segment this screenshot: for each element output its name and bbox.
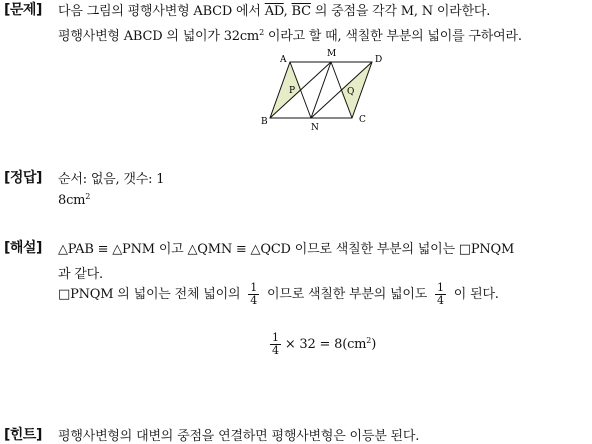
segment-bm <box>270 62 331 118</box>
explanation-text: 이므로 색칠한 부분의 넓이도 <box>267 287 428 302</box>
comma: , <box>283 4 292 19</box>
fraction-numerator: 1 <box>250 281 258 294</box>
segment-bc: $\overline{BC}$ <box>291 4 311 19</box>
fraction-one-quarter <box>270 332 281 357</box>
superscript: 2 <box>85 192 91 201</box>
answer-line-1: 순서: 없음, 갯수: 1 <box>58 172 165 187</box>
problem-text: 다음 그림의 평행사변형 ABCD 에서 <box>58 4 265 19</box>
label-q: Q <box>347 87 355 97</box>
fraction-denominator: 4 <box>250 294 258 307</box>
problem-tag: [문제] <box>4 2 42 18</box>
label-m: M <box>327 49 337 59</box>
explanation-line-2: 과 같다. <box>58 267 103 282</box>
answer-value: 8cm <box>58 193 86 208</box>
segment-nd <box>311 62 372 118</box>
equation-text: × 32 = 8(cm <box>284 337 367 352</box>
superscript: 2 <box>366 336 372 345</box>
explanation-line-1: △PAB ≡ △PNM 이고 △QMN ≡ △QCD 이므로 색칠한 부분의 넓이는 □PNQM <box>58 242 515 257</box>
shaded-region-right <box>340 62 372 118</box>
problem-line-1 <box>58 0 490 19</box>
label-d: D <box>375 55 383 65</box>
label-n: N <box>311 123 319 133</box>
explanation-equation <box>266 332 376 357</box>
hint-tag: [힌트] <box>4 427 42 443</box>
problem-text: 평행사변형 ABCD 의 넓이가 32cm <box>58 29 260 44</box>
problem-text: 의 중점을 각각 M, N 이라한다. <box>310 4 491 19</box>
explanation-text: □PNQM 의 넓이는 전체 넓이의 <box>58 287 241 302</box>
hint-line: 평행사변형의 대변의 중점을 연결하면 평행사변형은 이등분 된다. <box>58 429 420 444</box>
label-a: A <box>280 55 287 65</box>
fraction-numerator: 1 <box>272 331 279 344</box>
fraction-denominator: 4 <box>437 294 444 307</box>
label-b: B <box>261 117 268 127</box>
problem-text: 이라고 할 때, 색칠한 부분의 넓이를 구하여라. <box>263 29 522 44</box>
explanation-text: 이 된다. <box>453 287 499 302</box>
parallelogram-figure <box>255 48 415 138</box>
shaded-region-left <box>270 62 302 118</box>
superscript: 2 <box>259 28 264 37</box>
answer-tag: [정답] <box>4 170 42 186</box>
fraction-one-quarter <box>435 282 446 307</box>
segment-mn <box>311 62 331 118</box>
equation-text: ) <box>371 337 377 352</box>
fraction-denominator: 4 <box>272 344 279 357</box>
segment-ad: $\overline{AD}$ <box>264 4 284 19</box>
label-c: C <box>359 115 366 125</box>
problem-line-2 <box>58 25 522 44</box>
explanation-line-3 <box>58 282 499 307</box>
answer-line-2 <box>58 193 90 208</box>
fraction-numerator: 1 <box>437 281 444 294</box>
explanation-tag: [해설] <box>4 240 42 256</box>
label-p: P <box>289 86 296 96</box>
fraction-one-quarter <box>248 282 259 307</box>
